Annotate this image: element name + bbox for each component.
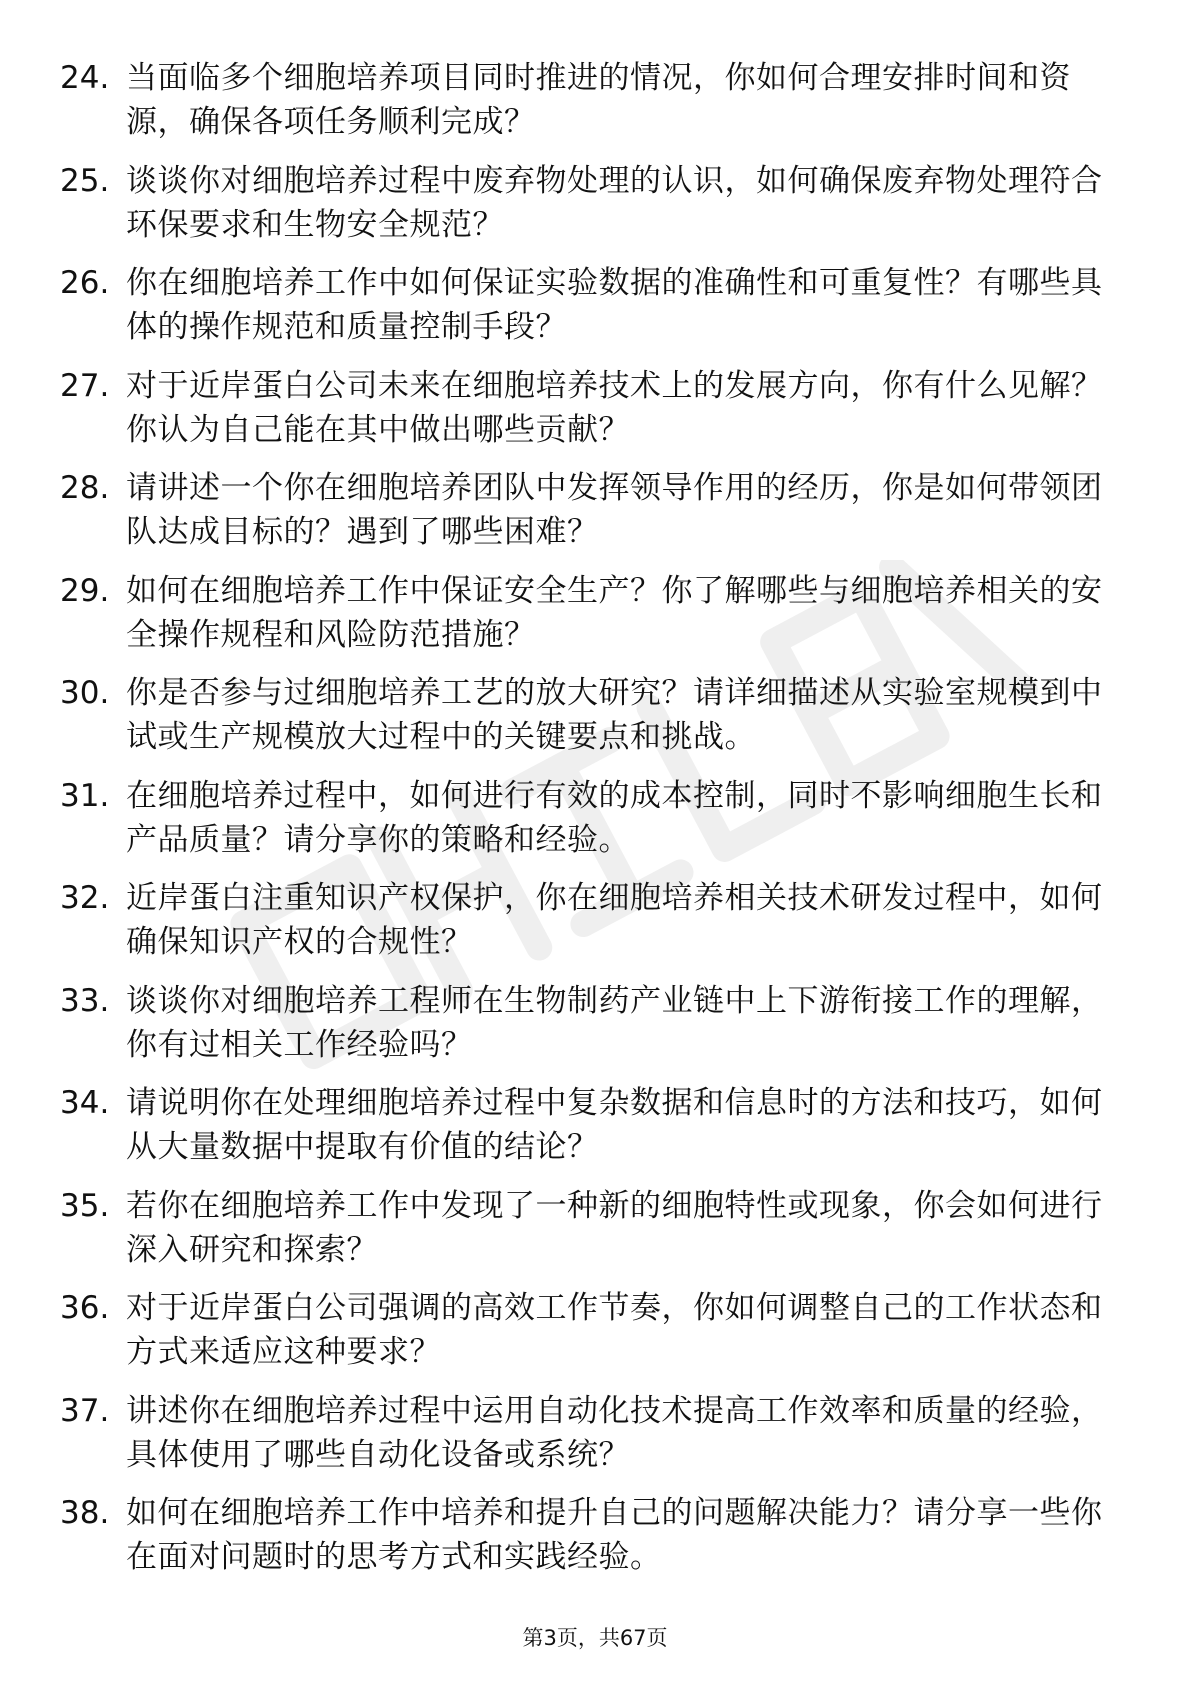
list-item xyxy=(60,56,1120,159)
question-number: 28. xyxy=(60,470,110,506)
list-item xyxy=(60,876,1120,979)
question-text: 请讲述一个你在细胞培养团队中发挥领导作用的经历，你是如何带领团队达成目标的？遇到了哪些困难？ xyxy=(126,470,1103,550)
list-item xyxy=(60,1491,1120,1594)
question-number: 34. xyxy=(60,1085,110,1121)
question-number: 32. xyxy=(60,880,110,916)
list-item xyxy=(60,466,1120,569)
question-list xyxy=(60,56,1120,1594)
question-number: 30. xyxy=(60,675,110,711)
question-number: 37. xyxy=(60,1392,110,1429)
list-item xyxy=(60,261,1120,364)
question-text: 在细胞培养过程中，如何进行有效的成本控制，同时不影响细胞生长和产品质量？请分享你的策略和经验。 xyxy=(126,777,1103,858)
question-text: 你在细胞培养工作中如何保证实验数据的准确性和可重复性？有哪些具体的操作规范和质量控制手段？ xyxy=(126,265,1103,345)
question-text: 请说明你在处理细胞培养过程中复杂数据和信息时的方法和技巧，如何从大量数据中提取有价值的结论？ xyxy=(126,1085,1103,1165)
question-number: 31. xyxy=(60,777,110,814)
list-item xyxy=(60,1184,1120,1287)
question-text: 如何在细胞培养工作中培养和提升自己的问题解决能力？请分享一些你在面对问题时的思考方式和实践经验。 xyxy=(126,1495,1103,1575)
page-footer: 第3页，共67页 xyxy=(522,1626,668,1650)
list-item xyxy=(60,671,1120,774)
question-text: 你是否参与过细胞培养工艺的放大研究？请详细描述从实验室规模到中试或生产规模放大过程中的关键要点和挑战。 xyxy=(126,675,1103,755)
list-item xyxy=(60,569,1120,672)
question-number: 38. xyxy=(60,1495,110,1531)
question-text: 如何在细胞培养工作中保证安全生产？你了解哪些与细胞培养相关的安全操作规程和风险防范措施？ xyxy=(126,572,1103,653)
question-text: 讲述你在细胞培养过程中运用自动化技术提高工作效率和质量的经验，具体使用了哪些自动化设备或系统？ xyxy=(126,1392,1103,1473)
list-item xyxy=(60,979,1120,1082)
question-number: 25. xyxy=(60,162,110,199)
question-number: 27. xyxy=(60,367,110,404)
question-number: 29. xyxy=(60,572,110,609)
question-number: 33. xyxy=(60,982,110,1019)
list-item xyxy=(60,1081,1120,1184)
question-number: 26. xyxy=(60,265,110,301)
question-text: 近岸蛋白注重知识产权保护，你在细胞培养相关技术研发过程中，如何确保知识产权的合规性？ xyxy=(126,880,1103,960)
question-text: 对于近岸蛋白公司未来在细胞培养技术上的发展方向，你有什么见解？你认为自己能在其中做出哪些贡献？ xyxy=(126,367,1103,448)
question-text: 若你在细胞培养工作中发现了一种新的细胞特性或现象，你会如何进行深入研究和探索？ xyxy=(126,1187,1103,1268)
question-text: 谈谈你对细胞培养工程师在生物制药产业链中上下游衔接工作的理解，你有过相关工作经验吗？ xyxy=(126,982,1103,1063)
list-item xyxy=(60,1389,1120,1492)
question-text: 当面临多个细胞培养项目同时推进的情况，你如何合理安排时间和资源，确保各项任务顺利完成？ xyxy=(126,60,1071,140)
question-number: 36. xyxy=(60,1290,110,1326)
question-text: 对于近岸蛋白公司强调的高效工作节奏，你如何调整自己的工作状态和方式来适应这种要求？ xyxy=(126,1290,1103,1370)
question-number: 24. xyxy=(60,60,110,96)
list-item xyxy=(60,774,1120,877)
question-number: 35. xyxy=(60,1187,110,1224)
list-item xyxy=(60,364,1120,467)
question-text: 谈谈你对细胞培养过程中废弃物处理的认识，如何确保废弃物处理符合环保要求和生物安全规范？ xyxy=(126,162,1103,243)
list-item xyxy=(60,1286,1120,1389)
list-item xyxy=(60,159,1120,262)
